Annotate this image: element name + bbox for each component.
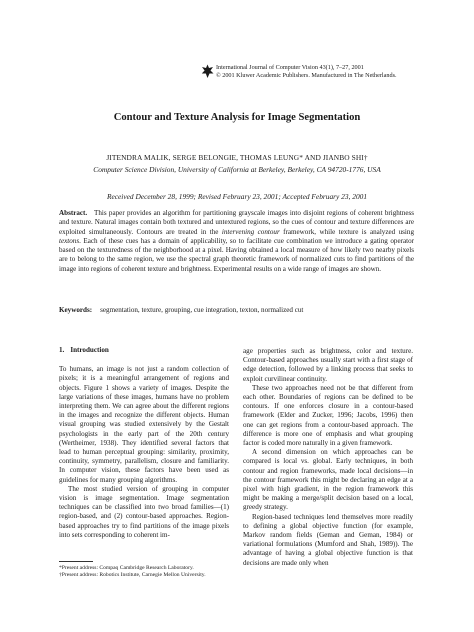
abstract bbox=[59, 209, 414, 274]
paper-authors: JITENDRA MALIK, SERGE BELONGIE, THOMAS LEUNG* AND JIANBO SHI† bbox=[106, 153, 368, 162]
keywords-label: Keywords: bbox=[59, 306, 93, 314]
footnote-1: *Present address: Compaq Cambridge Research Laboratory. bbox=[59, 565, 194, 571]
keywords-text: segmentation, texture, grouping, cue integration, texton, normalized cut bbox=[100, 306, 304, 314]
abstract-text-2: framework, while texture is analyzed using bbox=[279, 227, 414, 236]
paper-dates: Received December 28, 1999; Revised February 23, 2001; Accepted February 23, 2001 bbox=[106, 192, 368, 201]
abstract-label: Abstract. bbox=[59, 209, 88, 217]
abstract-emphasis-1: intervening contour bbox=[221, 227, 280, 236]
right-column bbox=[243, 347, 413, 568]
journal-copyright: © 2001 Kluwer Academic Publishers. Manufactured in The Netherlands. bbox=[216, 71, 397, 79]
paper-title: Contour and Texture Analysis for Image Segmentation bbox=[113, 112, 361, 123]
footnote-divider bbox=[59, 561, 93, 562]
journal-header bbox=[216, 64, 452, 79]
footnote-2: †Present address: Robotics Institute, Carnegie Mellon University. bbox=[59, 572, 206, 579]
intro-paragraph-2: The most studied version of grouping in computer vision is image segmentation. Image segmentation techniques can be classified into two broad families—(1) region-based, and (2) contour-based approaches. Region-based approaches try to find partitions of the image pixels into sets corresponding to coherent im- bbox=[59, 484, 229, 539]
paper-affiliation: Computer Science Division, University of California at Berkeley, Berkeley, CA 94720-1776, USA bbox=[93, 165, 381, 174]
right-paragraph-4: Region-based techniques lend themselves more readily to defining a global objective function (for example, Markov random fields (Geman and Geman, 1984) or variational formulations (Mumford and Shah, 1989)). The advantage of having a global objective function is that decisions are made only when bbox=[243, 512, 413, 567]
abstract-text-3: . Each of these cues has a domain of applicability, so to facilitate cue combination we introduce a gating operator based on the texturedness of the neighborhood at a pixel. Having obtained a local measure of how likely two nearby pixels are to belong to the same region, we use the spectral graph theoretic framework of normalized cuts to find partitions of the image into regions of coherent texture and brightness. Experimental results on a wide range of images are shown. bbox=[59, 236, 414, 273]
right-paragraph-2: These two approaches need not be that different from each other. Boundaries of regions can be defined to be contours. If one enforces closure in a contour-based framework (Elder and Zucker, 1996; Jacobs, 1996) then one can get regions from a contour-based approach. The difference is more one of emphasis and what grouping factor is coded more naturally in a given framework. bbox=[243, 383, 413, 448]
journal-citation: International Journal of Computer Vision 43(1), 7–27, 2001 bbox=[216, 64, 364, 71]
abstract-text-1: This paper provides an algorithm for partitioning grayscale images into disjoint regions of coherent brightness and texture. Natural images contain both textured and untextured regions, so the cues of contour and texture differences are exploited simultaneously. Contours are treated in the bbox=[59, 209, 414, 236]
footnotes bbox=[59, 561, 229, 579]
section-number: 1. bbox=[59, 346, 65, 354]
intro-paragraph-1: To humans, an image is not just a random collection of pixels; it is a meaningful arrangement of regions and objects. Figure 1 shows a variety of images. Despite the large variations of these images, humans have no problem interpreting them. We can agree about the different regions in the images and recognize the different objects. Human visual grouping was studied extensively by the Gestalt psychologists in the early part of the 20th century (Wertheimer, 1938). They identified several factors that lead to human perceptual grouping: similarity, proximity, continuity, symmetry, parallelism, closure and familiarity. In computer vision, these factors have been used as guidelines for many grouping algorithms. bbox=[59, 365, 229, 484]
left-column bbox=[59, 346, 229, 540]
section-title: Introduction bbox=[70, 346, 109, 354]
publisher-logo-icon bbox=[201, 64, 214, 79]
right-paragraph-3: A second dimension on which approaches can be compared is local vs. global. Early techniques, in both contour and region frameworks, made local decisions—in the contour framework this might be declaring an edge at a pixel with high gradient, in the region framework this might be making a merge/split decision based on a local, greedy strategy. bbox=[243, 448, 413, 512]
abstract-emphasis-2: textons bbox=[59, 236, 80, 245]
right-paragraph-1: age properties such as brightness, color and texture. Contour-based approaches usually start with a first stage of edge detection, followed by a linking process that seeks to exploit curvilinear continuity. bbox=[243, 347, 413, 383]
keywords bbox=[59, 306, 414, 315]
section-heading bbox=[59, 346, 229, 355]
